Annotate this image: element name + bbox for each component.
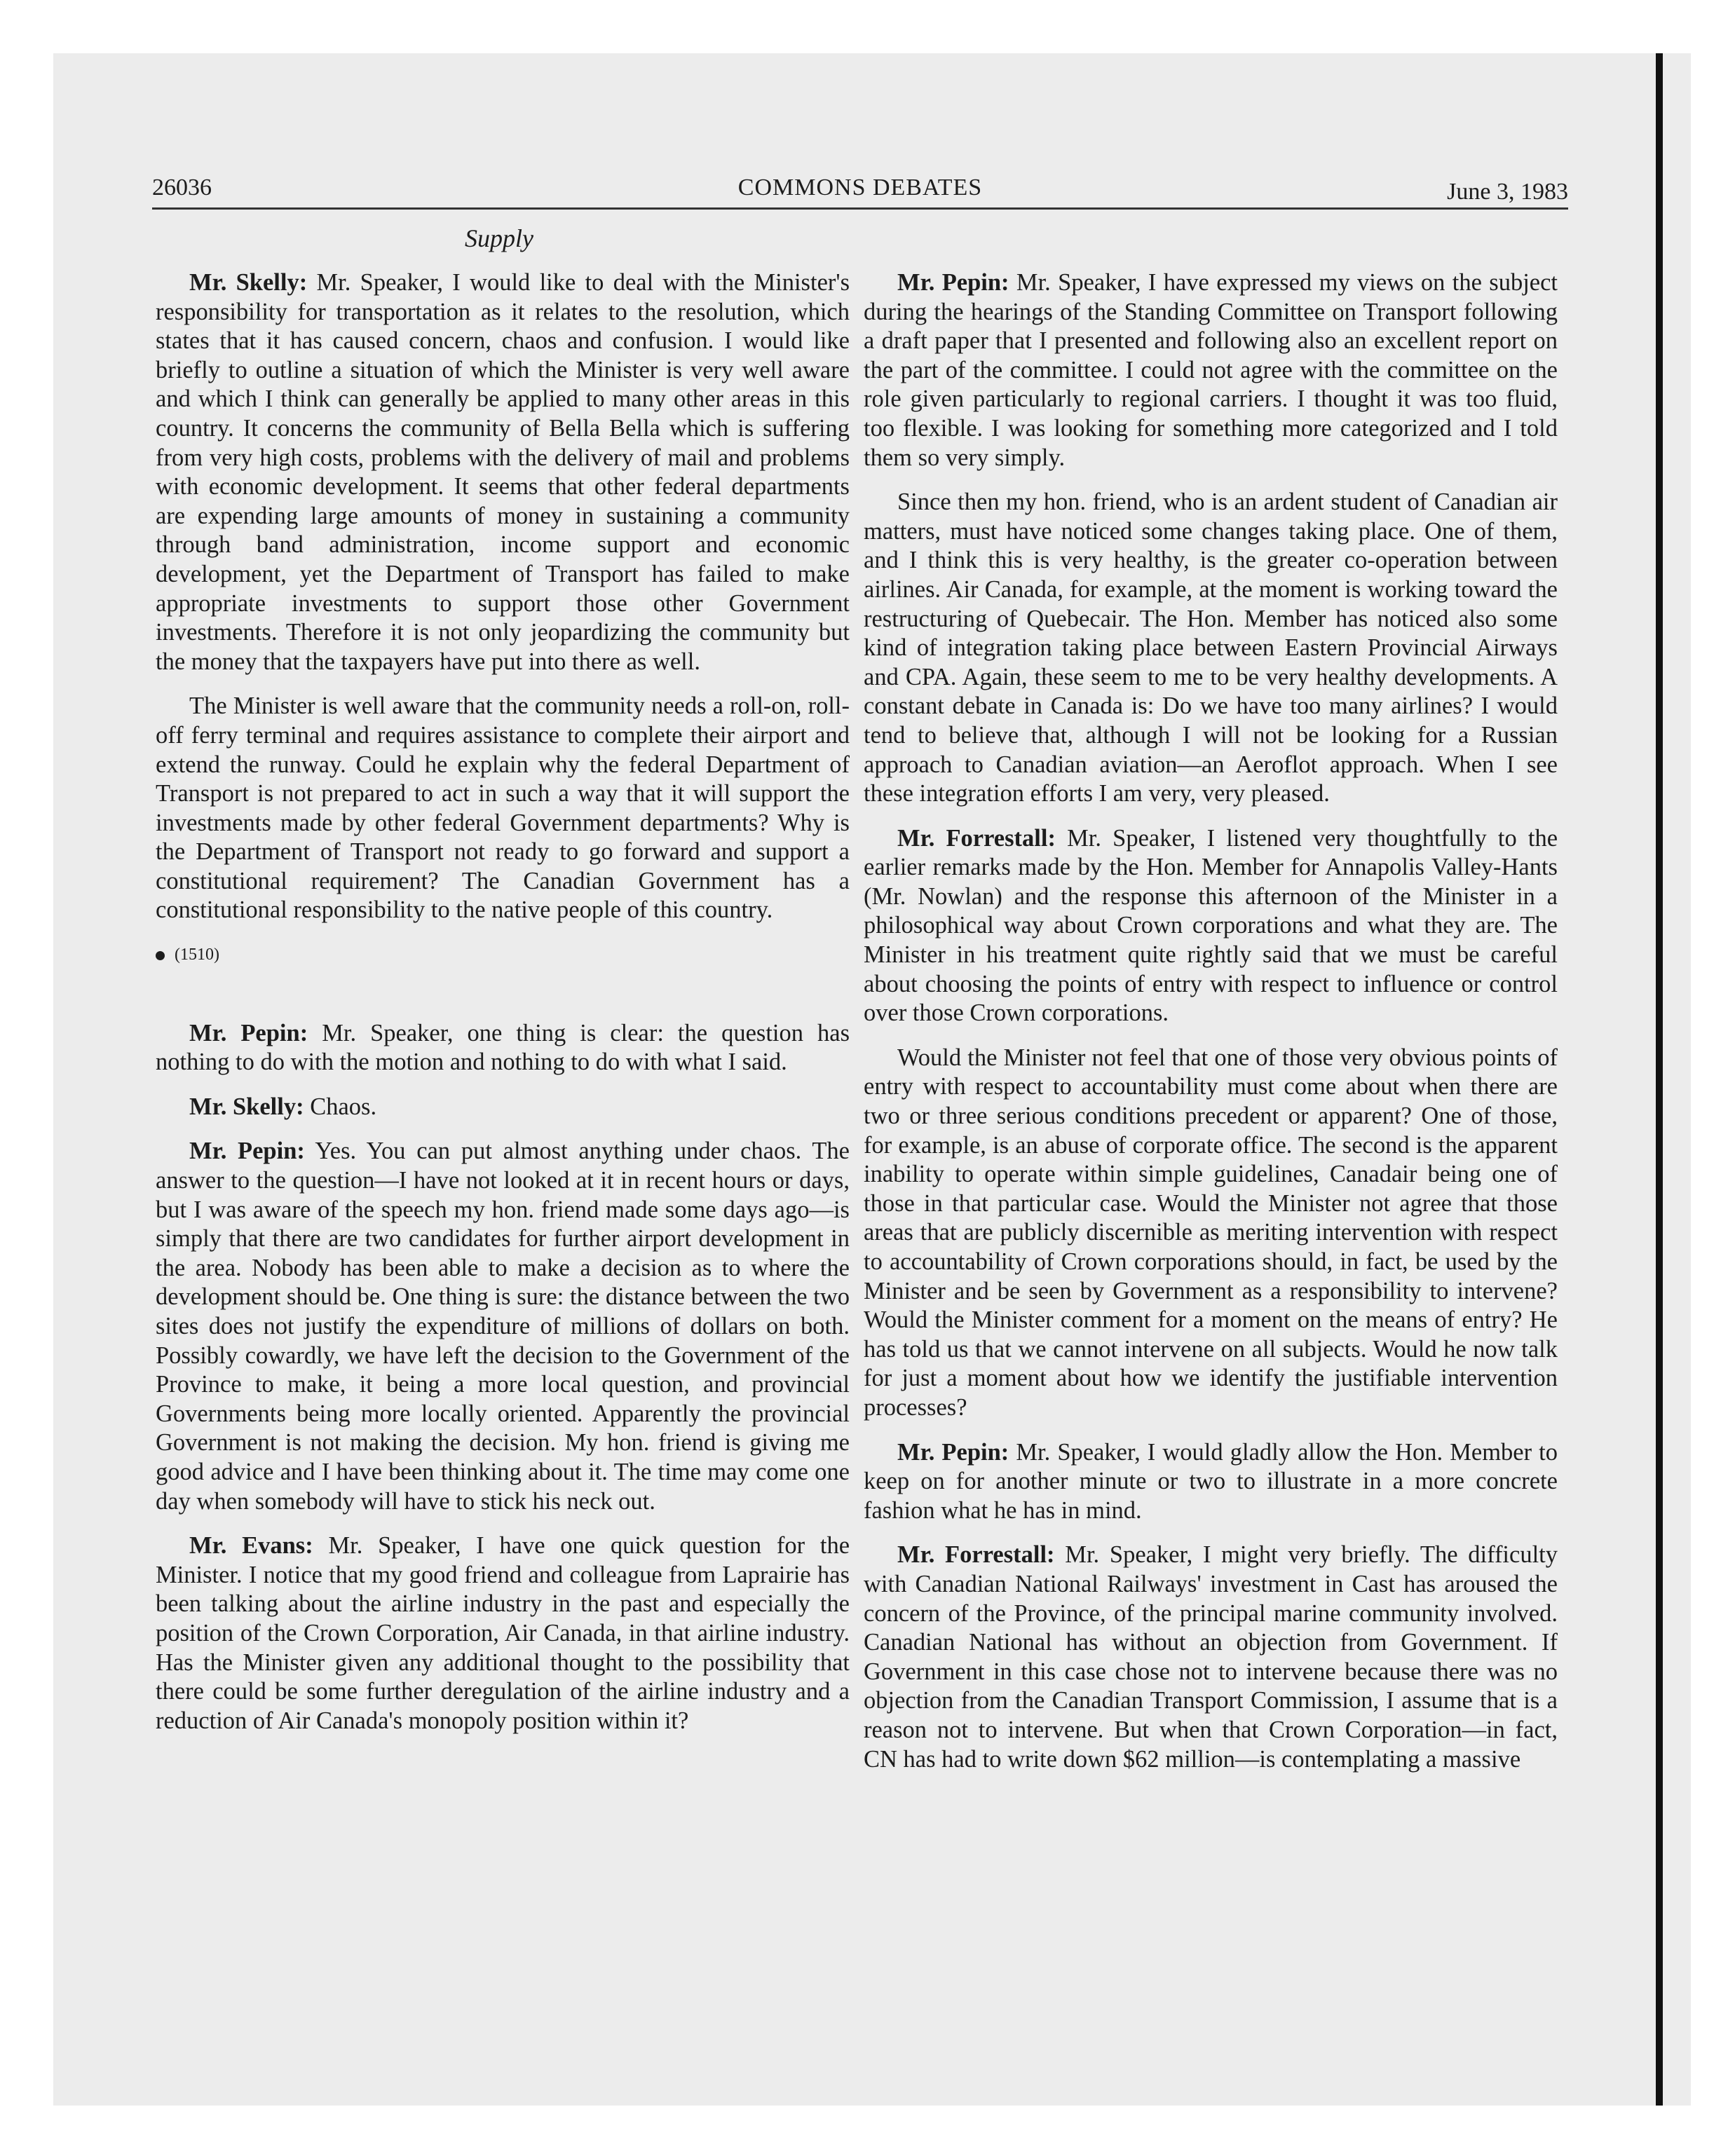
bullet-icon [156,951,165,960]
paragraph [156,1137,850,1516]
speech-text: Since then my hon. friend, who is an ardent student of Canadian air matters, must have noticed some changes taking place. One of them, and I think this is very healthy, is the greater co-operation between airlines. Air Canada, for example, at the moment is working toward the restructuring of Quebecair. The Hon. Member has noticed also some kind of integration taking place between Eastern Provincial Airways and CPA. Again, these seem to me to be very healthy developments. A constant debate in Canada is: Do we have too many airlines? I would tend to believe that, although I will not be looking for a Russian approach to Canadian aviation—an Aeroflot approach. When I see these integration efforts I am very, very pleased. [864,489,1558,807]
page-number: 26036 [152,175,212,200]
speaker-name: Mr. Pepin: [897,269,1009,296]
speech-text: Mr. Speaker, I would like to deal with the Minister's responsibility for transportation as it relates to the resolution, which states that it has caused concern, chaos and confusion. I would like briefly to outline a situation of which the Minister is very well aware and which I think can generally be applied to many other areas in this country. It concerns the community of Bella Bella which is suffering from very high costs, problems with the delivery of mail and problems with economic development. It seems that other federal departments are expending large amounts of money in sustaining a community through band administration, income support and economic development, yet the Department of Transport has failed to make appropriate investments to support those other Government investments. Therefore it is not only jeopardizing the community but the money that the taxpayers have put into there as well. [156,269,850,675]
page-header [152,167,1568,209]
speech-text: Mr. Speaker, I listened very thoughtfully to the earlier remarks made by the Hon. Member for Annapolis Valley-Hants (Mr. Nowlan) and the response this afternoon of the Minister in a philosophical way about Crown corporations and what they are. The Minister in his treatment quite rightly said that we must be careful about choosing the points of entry with respect to influence or control over those Crown corporations. [864,824,1558,1027]
speech-text: The Minister is well aware that the community needs a roll-on, roll-off ferry terminal and requires assistance to complete their airport and extend the runway. Could he explain why the federal Department of Transport is not prepared to act in such a way that it will support the investments made by other federal Government departments? Why is the Department of Transport not ready to go forward and support a constitutional requirement? The Canadian Government has a constitutional responsibility to the native people of this country. [156,692,850,924]
speech-text: Yes. You can put almost anything under chaos. The answer to the question—I have not looked at it in recent hours or days, but I was aware of the speech my hon. friend made some days ago—is simply that there are two candidates for further airport development in the area. Nobody has been able to make a decision as to where the development should be. One thing is sure: the distance between the two sites does not justify the expenditure of millions of dollars on both. Possibly cowardly, we have left the decision to the Government of the Province to make, it being a more local question, and provincial Governments being more locally oriented. Apparently the provincial Government is not making the decision. My hon. friend is giving me good advice and I have been thinking about it. The time may come one day when somebody will have to stick his neck out. [156,1138,850,1515]
speaker-name: Mr. Evans: [189,1532,313,1560]
paragraph [864,1438,1558,1526]
left-column [156,268,850,1751]
speaker-name: Mr. Pepin: [189,1138,305,1165]
speech-text: Mr. Speaker, I have expressed my views on the subject during the hearings of the Standing Committee on Transport following a draft paper that I presented and following also an excellent report on the part of the committee. I could not agree with the committee on the role given particularly to regional carriers. I thought it was too fluid, too flexible. I was looking for something more categorized and I told them so very simply. [864,269,1558,471]
paragraph [156,692,850,925]
paragraph [156,1531,850,1735]
time-marker [156,941,850,970]
speech-text: Chaos. [310,1093,377,1120]
publication-title: COMMONS DEBATES [737,175,983,200]
speaker-name: Mr. Skelly: [189,1093,304,1120]
speaker-name: Mr. Forrestall: [897,824,1056,852]
paragraph [156,1093,850,1122]
publication-date: June 3, 1983 [1447,179,1568,205]
paragraph [864,1044,1558,1423]
speech-text: Mr. Speaker, I would gladly allow the Hon. Member to keep on for another minute or two to illustrate in a more concrete fashion what he has in mind. [864,1438,1558,1524]
paragraph [864,268,1558,472]
paragraph [156,1019,850,1077]
speech-text: Mr. Speaker, one thing is clear: the question has nothing to do with the motion and nothing to do with what I said. [156,1019,850,1076]
paragraph [864,1541,1558,1774]
speech-text: Mr. Speaker, I might very briefly. The difficulty with Canadian National Railways' investment in Cast has aroused the concern of the Province, of the principal marine community involved. Canadian National has without an objection from Government. If Government in this case chose not to intervene because there was no objection from the Canadian Transport Commission, I assume that is a reason not to intervene. But when that Crown Corporation—in fact, CN has had to write down $62 million—is contemplating a massive [864,1541,1558,1773]
speaker-name: Mr. Pepin: [189,1019,308,1046]
time-marker-text: (1510) [175,946,219,964]
speech-text: Mr. Speaker, I have one quick question for the Minister. I notice that my good friend and colleague from Laprairie has been talking about the airline industry in the past and especially the position of the Crown Corporation, Air Canada, in that airline industry. Has the Minister given any additional thought to the possibility that there could be some further deregulation of the airline industry and a reduction of Air Canada's monopoly position within it? [156,1532,850,1734]
paragraph [864,824,1558,1028]
binding-edge [1656,53,1663,2106]
speech-text: Would the Minister not feel that one of those very obvious points of entry with respect to accountability must come about when there are two or three serious conditions precedent or apparent? One of those, for example, is an abuse of corporate office. The second is the apparent inability to operate within simple guidelines, Canadair being one of those in that particular case. Would the Minister not agree that those areas that are publicly discernible as meriting intervention with respect to accountability of Crown corporations should, in fact, be used by the Minister and be seen by Government as a responsibility to intervene? Would the Minister comment for a moment on the means of entry? He has told us that we cannot intervene on all subjects. Would he now talk for just a moment about how we identify the justifiable intervention processes? [864,1044,1558,1421]
speaker-name: Mr. Forrestall: [897,1541,1055,1569]
header-rule [152,207,1568,210]
paragraph [864,488,1558,809]
section-heading: Supply [465,224,533,252]
speaker-name: Mr. Pepin: [897,1438,1009,1466]
paragraph [156,268,850,676]
speaker-name: Mr. Skelly: [189,269,308,296]
right-column [864,268,1558,1789]
